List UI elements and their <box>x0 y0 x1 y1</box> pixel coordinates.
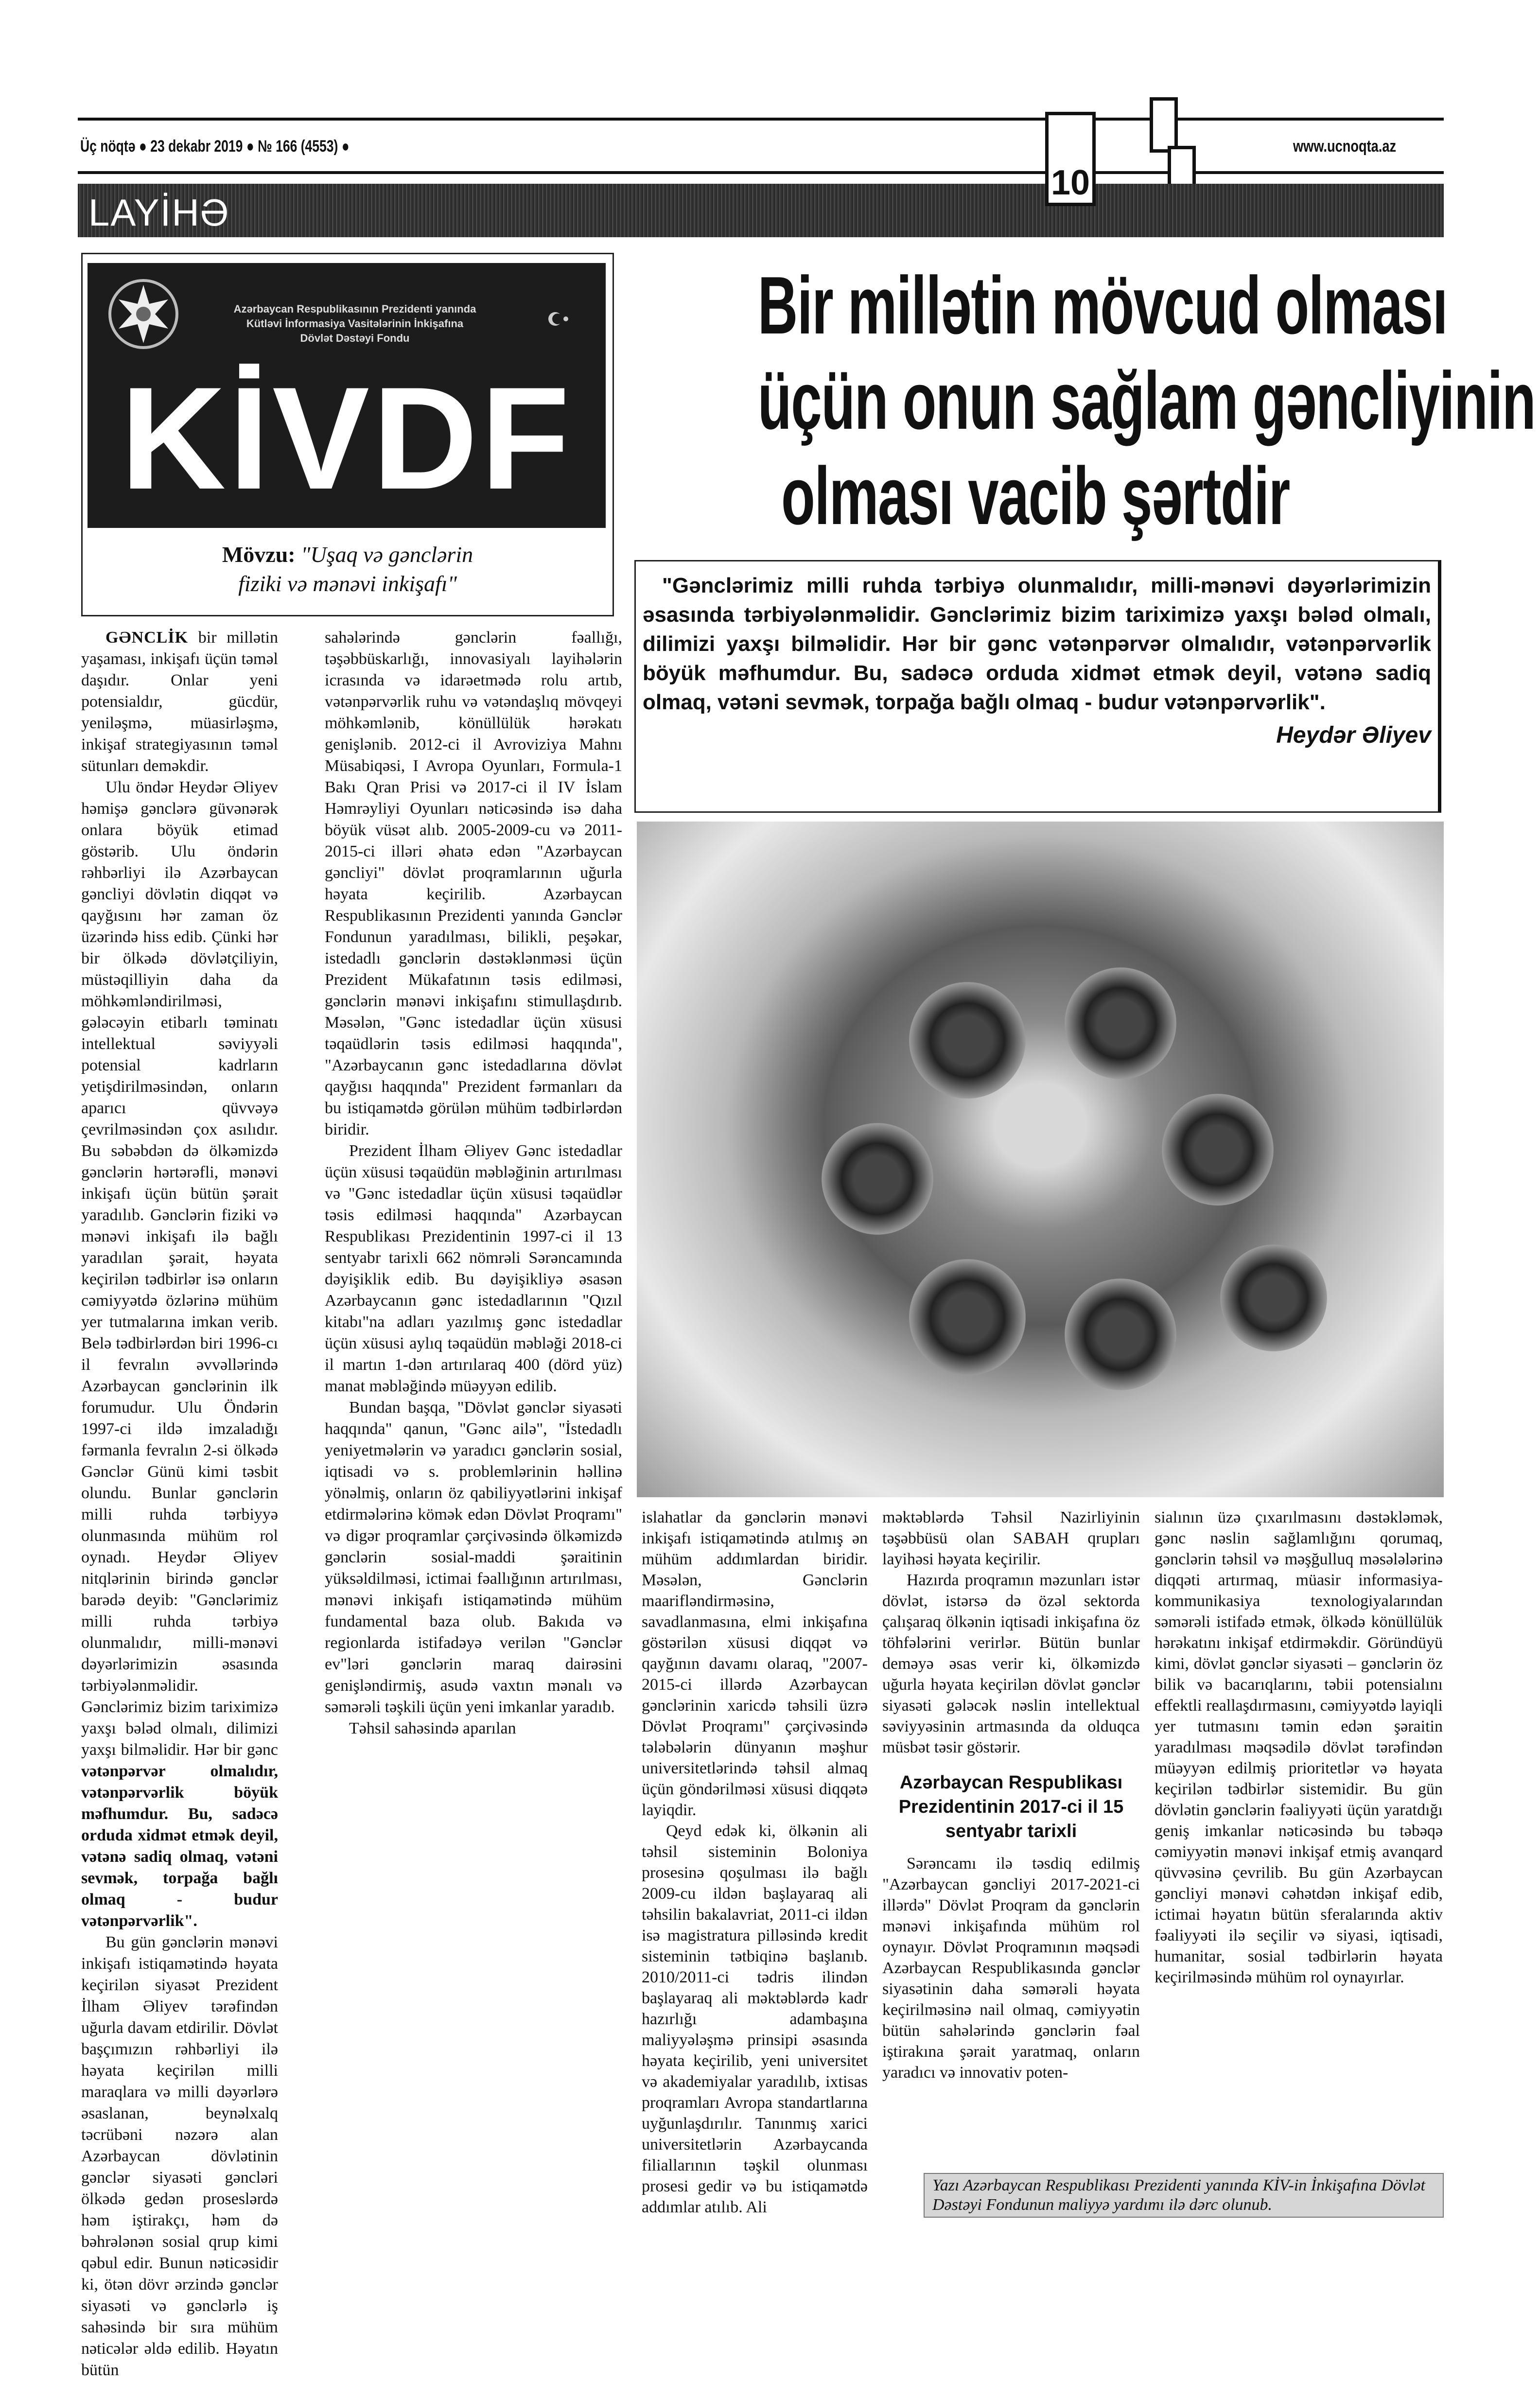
article-column-5 <box>1155 1507 1443 1988</box>
crescent-star-icon <box>544 307 574 331</box>
lead-word: GƏNCLİK <box>105 629 189 647</box>
kivdf-org-name <box>185 302 525 346</box>
topic <box>83 540 612 598</box>
page-number: 10 <box>1050 163 1090 202</box>
kivdf-banner <box>81 253 614 616</box>
pull-quote <box>634 560 1441 813</box>
org-line: Kütləvi İnformasiya Vasitələrinin İnkişafına <box>246 317 464 330</box>
header-rule <box>78 171 1444 174</box>
page-number-decor-square <box>1150 97 1178 153</box>
paragraph: Qeyd edək ki, ölkənin ali təhsil sisteminin Boloniya prosesinə qoşulması ilə bağlı 2009-cu ildən başlayaraq ali təhsilin bakalavriat, 2011-ci ildən isə magistratura pilləsində kredit sisteminin tətbiqinə başlanıb. 2010/2011-ci tədris ilindən başlayaraq ali məktəblərdə kadr hazırlığı adambaşına maliyyələşmə prinsipi əsasında həyata keçirilib, yeni universitet və akademiyalar yaradılıb, ixtisas proqramları Avropa standartlarına uyğunlaşdırılır. Tanınmış xarici universitetlərin Azərbaycanda filiallarının təşkil olunması prosesi gedir və bu istiqamətdə addımlar atılıb. Ali <box>642 1822 868 2216</box>
paragraph: islahatlar da gənclərin mənəvi inkişafı istiqamətində atılmış ən mühüm addımlardan biridir. Məsələn, Gənclərin maarifləndirməsinə, savadlanmasına, elmi inkişafına göstərilən xüsusi diqqət və qayğının davamı olaraq, "2007-2015-ci illərdə Azərbaycan gənclərinin xaricdə təhsili üzrə Dövlət Proqramı" çərçivəsində tələbələrin dünyanın məşhur universitetlərində təhsil almaq üçün göndərilməsi xüsusi diqqətə layiqdir. <box>642 1508 868 1819</box>
paragraph: Bu gün gənclərin mənəvi inkişafı istiqamətində həyata keçirilən siyasət Prezident İlham Əliyev tərəfindən uğurla davam etdirilir. Dövlət başçımızın rəhbərliyi ilə həyata keçirilən milli maraqlara və milli dəyərlərə əsaslanan, beynəlxalq təcrübəni nəzərə alan Azərbaycan dövlətinin gənclər siyasəti gəncləri ölkədə gedən proseslərdə həm iştirakçı, həm də bəhrələnən sosial qrup kimi qəbul edir. Bunun nəticəsidir ki, ötən dövr ərzində gənclər siyasəti və gənclərlə iş sahəsində bir sıra mühüm nəticələr əldə edilib. Həyatın bütün <box>81 1933 278 2379</box>
paragraph: Bundan başqa, "Dövlət gənclər siyasəti haqqında" qanun, "Gənc ailə", "İstedadlı yeniyetmələrin və yaradıcı gənclərin sosial, iqtisadi və s. problemlərinin həllinə yönəlmiş, onların öz qabiliyyətlərini inkişaf etdirmələrinə kömək edən Dövlət Proqramı" və digər proqramlar çərçivəsində ölkəmizdə gənclərin sosial-maddi şəraitinin yüksəldilməsi, ictimai fəallığının artırılması, mənəvi inkişafı istiqamətində mühüm fundamental baza olub. Bakıda və regionlarda istifadəyə verilən "Gənclər ev"ləri gənclərin maraq dairəsini genişləndirmiş, asudə vaxtın mənalı və səmərəli təşkili üçün yeni imkanlar yaradıb. <box>325 1399 622 1716</box>
quote-text: "Gənclərimiz milli ruhda tərbiyə olunmalıdır, milli-mənəvi dəyərlərimizin əsasında tərbiyələnməlidir. Gənclərimiz bizim tariximizə yaxşı bələd olmalı, dilimizi yaxşı bilməlidir. Hər bir gənc vətənpərvər olmalıdır, vətənpərvərlik böyük məfhumdur. Bu, sadəcə orduda xidmət etmək deyil, vətənə sadiq olmaq, vətəni sevmək, torpağa bağlı olmaq - budur vətənpərvərlik". <box>643 574 1431 714</box>
article-headline <box>627 258 1536 543</box>
paragraph: Ulu öndər Heydər Əliyev həmişə gənclərə güvənərək onlara böyük etimad göstərib. Ulu öndərin rəhbərliyi ilə Azərbaycan gəncliyi dövlətin diqqət və qayğısını hər zaman öz üzərində hiss edib. Çünki hər bir ölkədə dövlətçiliyin, müstəqilliyin daha da möhkəmləndirilməsi, gələcəyin etibarlı təminatı intellektual səviyyəli potensial kadrların yetişdirilməsindən, onların aparıcı qüvvəyə çevrilməsindən çox asılıdır. Bu səbəbdən də ölkəmizdə gənclərin hərtərəfli, mənəvi inkişafı üçün bütün şərait yaradılıb. Gənclərin fiziki və mənəvi inkişafı ilə bağlı yaradılan şərait, həyata keçirilən tədbirlər isə onların cəmiyyətdə özlərinə mühüm yer tutmalarına imkan verib. Belə tədbirlərdən biri 1996-cı il fevralın əvvəllərində Azərbaycan gənclərinin ilk forumudur. Ulu Öndərin 1997-ci ildə imzaladığı fərmanla fevralın 2-si ölkədə Gənclər Günü kimi təsbit olundu. Bunlar gənclərin milli ruhda tərbiyyə olunmasında mühüm rol oynadı. Heydər Əliyev nitqlərinin birində gənclər barədə deyib: "Gənclərimiz milli ruhda tərbiyə olunmalıdır, milli-mənəvi dəyərlərimizin əsasında tərbiyələnməlidir. Gənclərimiz bizim tariximizə yaxşı bələd olmalı, dilimizi yaxşı bilməlidir. Hər bir gənc <box>81 778 278 1759</box>
org-line: Dövlət Dəstəyi Fondu <box>300 332 410 344</box>
top-rule <box>78 118 1444 121</box>
masthead: Üç nöqtə ● 23 dekabr 2019 ● № 166 (4553) ● <box>80 137 350 156</box>
kivdf-logo-panel <box>88 263 606 528</box>
paragraph: Sərəncamı ilə təsdiq edilmiş "Azərbaycan gəncliyi 2017-2021-ci illərdə" Dövlət Proqram da gənclərin mənəvi inkişafında mühüm rol oynayır. Dövlət Proqramının məqsədi Azərbaycan Respublikasında gənclər siyasətinin daha səmərəli həyata keçirilməsinə nail olmaq, cəmiyyətin bütün sahələrində gənclərin fəal iştirakına şərait yaratmaq, onların yaradıcı və innovativ poten- <box>882 1855 1140 2082</box>
azerbaijan-emblem-icon <box>107 278 180 350</box>
paragraph: Hazırda proqramın məzunları istər dövlət, istərsə də özəl sektorda çalışaraq ölkənin iqtisadi inkişafına öz töhfələrini verirlər. Bütün bunlar deməyə əsas verir ki, ölkəmizdə uğurla həyata keçirilən dövlət gənclər siyasəti gələcək nəslin intellektual səviyyəsinin artmasında da olduqca müsbət təsir göstərir. <box>882 1571 1140 1756</box>
paragraph: məktəblərdə Təhsil Nazirliyinin təşəbbüsü olan SABAH qrupları layihəsi həyata keçirilir. <box>882 1508 1140 1568</box>
org-line: Azərbaycan Respublikasının Prezidenti yanında <box>233 303 476 315</box>
article-column-2 <box>325 627 622 1739</box>
headline-line: üçün onun sağlam gəncliyinin <box>757 355 1536 446</box>
article-column-4 <box>882 1507 1140 2083</box>
article-column-1 <box>81 627 278 2381</box>
paragraph: sahələrində gənclərin fəallığı, təşəbbüskarlığı, innovasiyalı layihələrin icrasında və idarəetmədə rolu artıb, vətənpərvərlik ruhu və vətəndaşlıq mövqeyi möhkəmlənib, könüllülük hərəkatı genişlənib. 2012-ci il Avroviziya Mahnı Müsabiqəsi, I Avropa Oyunları, Formula-1 Bakı Qran Prisi və 2017-ci il IV İslam Həmrəyliyi Oyunları nəticəsində isə daha böyük vüsət alıb. 2005-2009-cu və 2011-2015-ci illəri əhatə edən "Azərbaycan gəncliyi" dövlət proqramlarının uğurla həyata keçirilib. Azərbaycan Respublikasının Prezidenti yanında Gənclər Fondunun yaradılması, bilikli, peşəkar, istedadlı gənclərin dəstəklənməsi üçün Prezident Mükafatının təsis edilməsi, gənclərin mənəvi inkişafını stimullaşdırıb. Məsələn, "Gənc istedadlar üçün xüsusi təqaüdlərin təsis edilməsi haqqında", "Azərbaycanın gənc istedadlarına dövlət qayğısı haqqında" Prezident fərmanları da bu istiqamətdə görülən mühüm tədbirlərdən biridir. <box>325 629 622 1138</box>
paragraph: Prezident İlham Əliyev Gənc istedadlar üçün xüsusi təqaüdün məbləğinin artırılması və "Gənc istedadlar üçün xüsusi təqaüdlər təsis edilməsi haqqında" Azərbaycan Respublikası Prezidentinin 1997-ci il 13 sentyabr tarixli 662 nömrəli Sərəncamında dəyişiklik edib. Bu dəyişikliyə əsasən Azərbaycanın gənc istedadlarının "Qızıl kitabı"na adları yazılmış gənc istedadlar üçün xüsusi aylıq təqaüdün məbləği 2018-ci il martın 1-dən artırılaraq 400 (dörd yüz) manat məbləğində müəyyən edilib. <box>325 1142 622 1395</box>
paragraph-bold: vətənpərvər olmalıdır, vətənpərvərlik böyük məfhumdur. Bu, sadəcə orduda xidmət etmək deyil, vətənə sadiq olmaq, vətəni sevmək, torpağa bağlı olmaq - budur vətənpərvərlik". <box>81 1762 278 1930</box>
headline-line: Bir millətin mövcud olması <box>757 260 1448 351</box>
section-band <box>78 184 1444 237</box>
article-column-3 <box>642 1507 868 2218</box>
article-photo-hands-huddle <box>637 822 1444 1497</box>
paragraph: Təhsil sahəsində aparılan <box>349 1719 516 1737</box>
topic-line2: fiziki və mənəvi inkişafı" <box>238 571 457 596</box>
headline-line: olması vacib şərtdir <box>781 450 1290 542</box>
topic-line1: "Uşaq və gənclərin <box>301 542 473 567</box>
quote-author: Heydər Əliyev <box>1276 722 1431 748</box>
paragraph: sialının üzə çıxarılmasını dəstəkləmək, gənc nəslin sağlamlığını qorumaq, gənclərin təhsil və məşğulluq məsələlərinə diqqəti artırmaq, müasir informasiya-kommunikasiya texnologiyalarından səmərəli istifadə etmək, ölkədə könüllülük hərəkatını inkişaf etdirməkdir. Göründüyü kimi, dövlət gənclər siyasəti – gənclərin öz bilik və bacarıqlarını, təbii potensialını effektli reallaşdırmasını, cəmiyyətdə layiqli yer tutmasını təmin edən şəraitin yaradılması məqsədilə dövlət tərəfindən müəyyən edilmiş prioritetlər və həyata keçirilən tədbirlər sistemidir. Bu gün dövlətin gənclərin fəaliyyəti üçün yaratdığı geniş imkanlar nəticəsində bu təbəqə cəmiyyətin mənəvi inkişaf etmiş avanqard qüvvəsinə çevrilib. Bu gün Azərbaycan gəncliyi mənəvi cəhətdən inkişaf edib, ictimai həyatın bütün sferalarında aktiv fəaliyyəti ilə seçilir və siyasi, iqtisadi, humanitar, sosial tədbirlərin həyata keçirilməsində mühüm rol oynayırlar. <box>1155 1508 1443 1986</box>
funding-caption: Yazı Azərbaycan Respublikası Prezidenti yanında KİV-in İnkişafına Dövlət Dəstəyi Fondunun maliyyə yardımı ilə dərc olunub. <box>924 2173 1444 2218</box>
section-label: LAYİHƏ <box>88 191 230 234</box>
kivdf-logo-text: KİVDF <box>121 356 573 520</box>
subheading: Azərbaycan Respublikası Prezidentinin 2017-ci il 15 sentyabr tarixli <box>898 1772 1124 1841</box>
topic-label: Mövzu: <box>222 542 296 567</box>
page-number-decor-square <box>1168 146 1196 188</box>
paragraph: bir millətin yaşaması, inkişafı üçün təməl daşıdır. Onlar yeni potensialdır, gücdür, yeniləşmə, müasirləşmə, inkişaf strategiyasının təməl sütunları deməkdir. <box>81 629 278 775</box>
page-number-box <box>1045 112 1096 206</box>
website-link[interactable]: www.ucnoqta.az <box>1293 137 1397 156</box>
